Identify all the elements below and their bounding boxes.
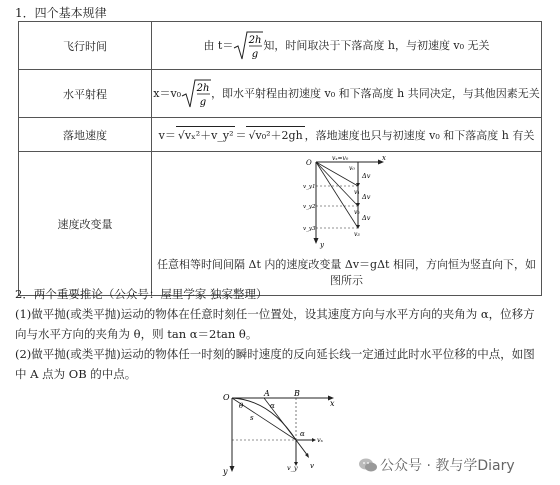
origin-o: O (223, 393, 230, 402)
row-range (19, 70, 542, 118)
wechat-icon (358, 455, 378, 475)
y-axis-label: y (223, 467, 228, 476)
formula-pre: x＝v₀ (153, 86, 182, 100)
inference-1: (1)做平抛(或类平抛)运动的物体在任意时刻任一位置处，设其速度方向与水平方向的夹角为 α，位移方向与水平方向的夹角为 θ，则 tan α＝2tan θ。 (15, 307, 535, 341)
point-a: A (264, 390, 270, 398)
velocity-change-caption: 任意相等时间间隔 Δt 内的速度改变量 Δv＝gΔt 相同，方向恒为竖直向下，如图所示 (157, 258, 536, 287)
formula-pre: 由 t＝ (203, 38, 234, 52)
vx-label: vₓ (317, 436, 323, 444)
formula-post: ，即水平射程由初速度 v₀ 和下落高度 h 共同决定，与其他因素无关 (211, 86, 540, 100)
formula-mid: ＝ (235, 129, 247, 142)
row-velocity-change (19, 152, 542, 296)
angle-alpha-right: α (300, 430, 305, 438)
rad-den: g (199, 96, 207, 108)
vy-label: v_y (287, 464, 298, 472)
y-axis-label: y (319, 241, 324, 249)
angle-theta: θ (239, 402, 244, 410)
rad-num: 2h (196, 82, 210, 94)
formula-post: ，落地速度也只与初速度 v₀ 和下落高度 h 有关 (304, 129, 535, 142)
sqrt-fraction (233, 30, 263, 62)
v-label: v (310, 462, 314, 470)
vy1-label: v_y1 (302, 184, 315, 190)
sqrt-2-content: v₀²＋2gh (255, 129, 303, 142)
value-range (152, 70, 542, 118)
vy3-label: v_y3 (302, 226, 315, 232)
angle-alpha-top: α (270, 402, 275, 410)
delta-v-label-1: Δv (361, 172, 370, 180)
point-b: B (294, 390, 300, 398)
row-landing-speed (19, 118, 542, 152)
rad-num: 2h (248, 34, 262, 46)
delta-v-label-3: Δv (361, 214, 370, 222)
delta-v-label-2: Δv (361, 193, 370, 201)
midpoint-diagram (220, 390, 340, 480)
origin-label: O (305, 159, 312, 167)
value-velocity-change (152, 152, 542, 296)
formula-pre: v＝ (158, 129, 176, 142)
v2-label: v₂ (353, 209, 360, 216)
row-flight-time (19, 22, 542, 70)
label-range: 水平射程 (19, 70, 152, 118)
label-velocity-change: 速度改变量 (19, 152, 152, 296)
rules-table (18, 21, 542, 296)
velocity-change-diagram (302, 156, 392, 252)
v1-label: v₁ (353, 189, 360, 196)
v0-label: v₀ (348, 165, 355, 172)
vx-label: vₓ=v₀ (331, 156, 348, 162)
x-axis-label: x (381, 156, 386, 162)
value-landing-speed (152, 118, 542, 152)
vy2-label: v_y2 (302, 204, 315, 210)
sqrt-1: √vₓ²＋v_y² (176, 126, 236, 143)
value-flight-time (152, 22, 542, 70)
sqrt-2: √v₀²＋2gh (246, 126, 304, 143)
rad-den: g (252, 48, 259, 60)
label-flight-time: 飞行时间 (19, 22, 152, 70)
label-landing-speed: 落地速度 (19, 118, 152, 152)
formula-post: 知，时间取决于下落高度 h，与初速度 v₀ 无关 (263, 38, 490, 52)
x-axis-label: x (330, 399, 335, 408)
watermark: 公众号 · 教与学Diary (380, 458, 515, 474)
v3-label: v₃ (353, 231, 360, 238)
section-2-title: 2．两个重要推论（公众号：屋里学家 独家整理） (15, 287, 268, 301)
displacement-s: s (250, 414, 254, 422)
sqrt-fraction (181, 78, 211, 110)
inference-2: (2)做平抛(或类平抛)运动的物体任一时刻的瞬时速度的反向延长线一定通过此时水平位移的中点，如图中 A 点为 OB 的中点。 (15, 347, 535, 381)
sqrt-1-content: vₓ²＋v_y² (184, 129, 234, 142)
section-1-title: 1．四个基本规律 (15, 6, 107, 20)
